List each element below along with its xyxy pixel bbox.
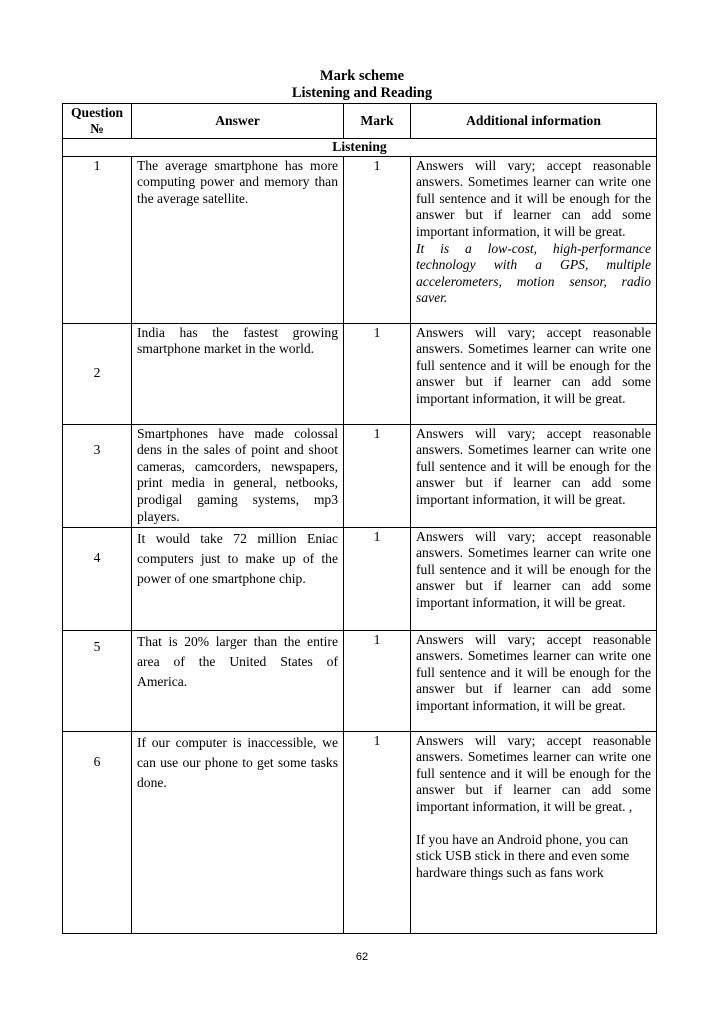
column-header-answer: Answer (132, 104, 344, 139)
table-row (63, 424, 657, 527)
section-row (63, 139, 657, 157)
info-cell (411, 731, 657, 933)
table-header-row (63, 104, 657, 139)
answer-cell: That is 20% larger than the entire area of the United States of America. (132, 630, 344, 731)
page-number: 62 (355, 951, 369, 963)
mark-cell: 1 (344, 424, 411, 527)
answer-cell: If our computer is inaccessible, we can use our phone to get some tasks done. (132, 731, 344, 933)
section-label: Listening (63, 139, 657, 157)
column-header-info: Additional information (411, 104, 657, 139)
page-subtitle: Listening and Reading (291, 85, 433, 101)
mark-cell: 1 (344, 731, 411, 933)
table-row (63, 323, 657, 424)
mark-scheme-table (62, 103, 657, 934)
question-number: 6 (63, 731, 132, 933)
question-number: 4 (63, 527, 132, 630)
question-number: 3 (63, 424, 132, 527)
answer-cell: Smartphones have made colossal dens in the sales of point and shoot cameras, camcorders, newspapers, print media in general, netbooks, prodigal gaming systems, mp3 players. (132, 424, 344, 527)
info-cell: Answers will vary; accept reasonable answers. Sometimes learner can write one full sentence and it will be enough for the answer but if learner can add some important information, it will be great. (411, 323, 657, 424)
info-extra-text: If you have an Android phone, you can stick USB stick in there and even some hardware things such as fans work (416, 831, 630, 880)
answer-cell: It would take 72 million Eniac computers just to make up of the power of one smartphone chip. (132, 527, 344, 630)
info-cell (411, 156, 657, 323)
info-cell: Answers will vary; accept reasonable answers. Sometimes learner can write one full sentence and it will be enough for the answer but if learner can add some important information, it will be great. (411, 424, 657, 527)
mark-cell: 1 (344, 323, 411, 424)
table-row (63, 731, 657, 933)
question-number: 1 (63, 156, 132, 323)
info-italic-text: It is a low-cost, high-performance technology with a GPS, multiple accelerometers, motion sensor, radio saver. (416, 240, 651, 306)
table-row (63, 156, 657, 323)
question-number: 2 (63, 323, 132, 424)
info-text: Answers will vary; accept reasonable answers. Sometimes learner can write one full sentence and it will be enough for the answer but if learner can add some important information, it will be great. (416, 157, 651, 239)
info-cell: Answers will vary; accept reasonable answers. Sometimes learner can write one full sentence and it will be enough for the answer but if learner can add some important information, it will be great. (411, 527, 657, 630)
table-row (63, 630, 657, 731)
mark-cell: 1 (344, 630, 411, 731)
answer-cell: The average smartphone has more computing power and memory than the average satellite. (132, 156, 344, 323)
column-header-question: Question № (63, 104, 132, 139)
question-number: 5 (63, 630, 132, 731)
column-header-mark: Mark (344, 104, 411, 139)
page-title: Mark scheme (319, 68, 405, 84)
answer-cell: India has the fastest growing smartphone market in the world. (132, 323, 344, 424)
table-row (63, 527, 657, 630)
mark-cell: 1 (344, 527, 411, 630)
info-cell: Answers will vary; accept reasonable answers. Sometimes learner can write one full sentence and it will be enough for the answer but if learner can add some important information, it will be great. (411, 630, 657, 731)
info-text: Answers will vary; accept reasonable answers. Sometimes learner can write one full sentence and it will be enough for the answer but if learner can add some important information, it will be great. , (416, 732, 651, 814)
mark-cell: 1 (344, 156, 411, 323)
